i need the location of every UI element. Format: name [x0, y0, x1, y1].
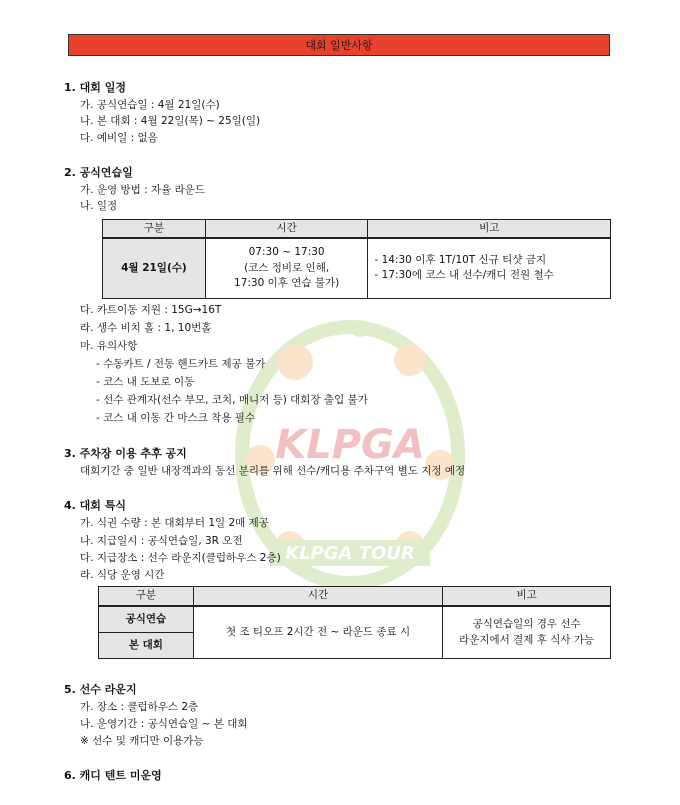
list-item: 나. 지급일시 : 공식연습일, 3R 오전 [80, 535, 243, 547]
list-item: 마. 유의사항 [80, 340, 138, 352]
list-item: 라. 생수 비치 홀 : 1, 10번홀 [80, 322, 212, 334]
page-title: 대회 일반사항 [68, 34, 610, 56]
note-line: 공식연습일의 경우 선수 [472, 618, 581, 631]
bullet-item: - 코스 내 도보로 이동 [96, 376, 195, 388]
table-cell: 4월 21일(수) [103, 238, 206, 298]
list-item: 다. 예비일 : 없음 [80, 132, 158, 144]
list-item: 나. 본 대회 : 4월 22일(목) ~ 25일(일) [80, 115, 261, 127]
table-cell [443, 606, 611, 659]
table-cell: 첫 조 티오프 2시간 전 ~ 라운드 종료 시 [193, 606, 443, 659]
note-line: 라운지에서 결제 후 식사 가능 [459, 633, 595, 646]
list-item: 다. 카트이동 지원 : 15G→16T [80, 304, 222, 316]
section-heading: 5. 선수 라운지 [64, 683, 137, 696]
table-cell [205, 238, 368, 298]
bullet-item: - 선수 관계자(선수 부모, 코치, 매니저 등) 대회장 출입 불가 [96, 394, 368, 406]
list-item: 가. 식권 수량 : 본 대회부터 1일 2매 제공 [80, 517, 269, 529]
table-header: 시간 [205, 220, 368, 239]
list-item: 나. 일정 [80, 200, 118, 212]
section-heading: 6. 캐디 텐트 미운영 [64, 769, 162, 782]
practice-schedule-table [102, 219, 611, 299]
bullet-item: - 코스 내 이동 간 마스크 착용 필수 [96, 412, 256, 424]
meal-schedule-table [98, 586, 611, 659]
table-header: 구분 [99, 587, 194, 607]
table-cell: 본 대회 [99, 633, 194, 659]
time-line: 07:30 ~ 17:30 [248, 246, 325, 259]
note-line: - 17:30에 코스 내 선수/캐디 전원 철수 [374, 269, 554, 282]
bullet-item: - 수동카트 / 전동 핸드카트 제공 불가 [96, 358, 266, 370]
note-line: - 14:30 이후 1T/10T 신규 티샷 금지 [374, 254, 547, 267]
table-header: 구분 [103, 220, 206, 239]
list-item: 나. 운영기간 : 공식연습일 ~ 본 대회 [80, 718, 248, 730]
watermark-bottom-text: KLPGA TOUR [285, 543, 415, 564]
table-cell: 공식연습 [99, 606, 194, 633]
table-header: 비고 [443, 587, 611, 607]
section-heading: 4. 대회 특식 [64, 499, 126, 512]
list-item: 가. 운영 방법 : 자율 라운드 [80, 184, 205, 196]
list-item: 가. 공식연습일 : 4월 21일(수) [80, 99, 220, 111]
section-heading: 2. 공식연습일 [64, 166, 133, 179]
table-header: 시간 [193, 587, 443, 607]
list-item: 다. 지급장소 : 선수 라운지(클럽하우스 2층) [80, 552, 281, 564]
table-cell [368, 238, 611, 298]
time-line: 17:30 이후 연습 불가) [234, 276, 340, 289]
paragraph: 대회기간 중 일반 내장객과의 동선 분리를 위해 선수/캐디용 주차구역 별도 지정 예정 [80, 465, 466, 477]
section-heading: 1. 대회 일정 [64, 81, 126, 94]
time-line: (코스 정비로 인해, [244, 261, 330, 274]
section-heading: 3. 주차장 이용 추후 공지 [64, 447, 187, 460]
list-item: 라. 식당 운영 시간 [80, 569, 165, 581]
table-header: 비고 [368, 220, 611, 239]
note-item: ※ 선수 및 캐디만 이용가능 [80, 735, 204, 747]
watermark-top-text: KLPGA [275, 422, 425, 468]
list-item: 가. 장소 : 클럽하우스 2층 [80, 701, 199, 713]
